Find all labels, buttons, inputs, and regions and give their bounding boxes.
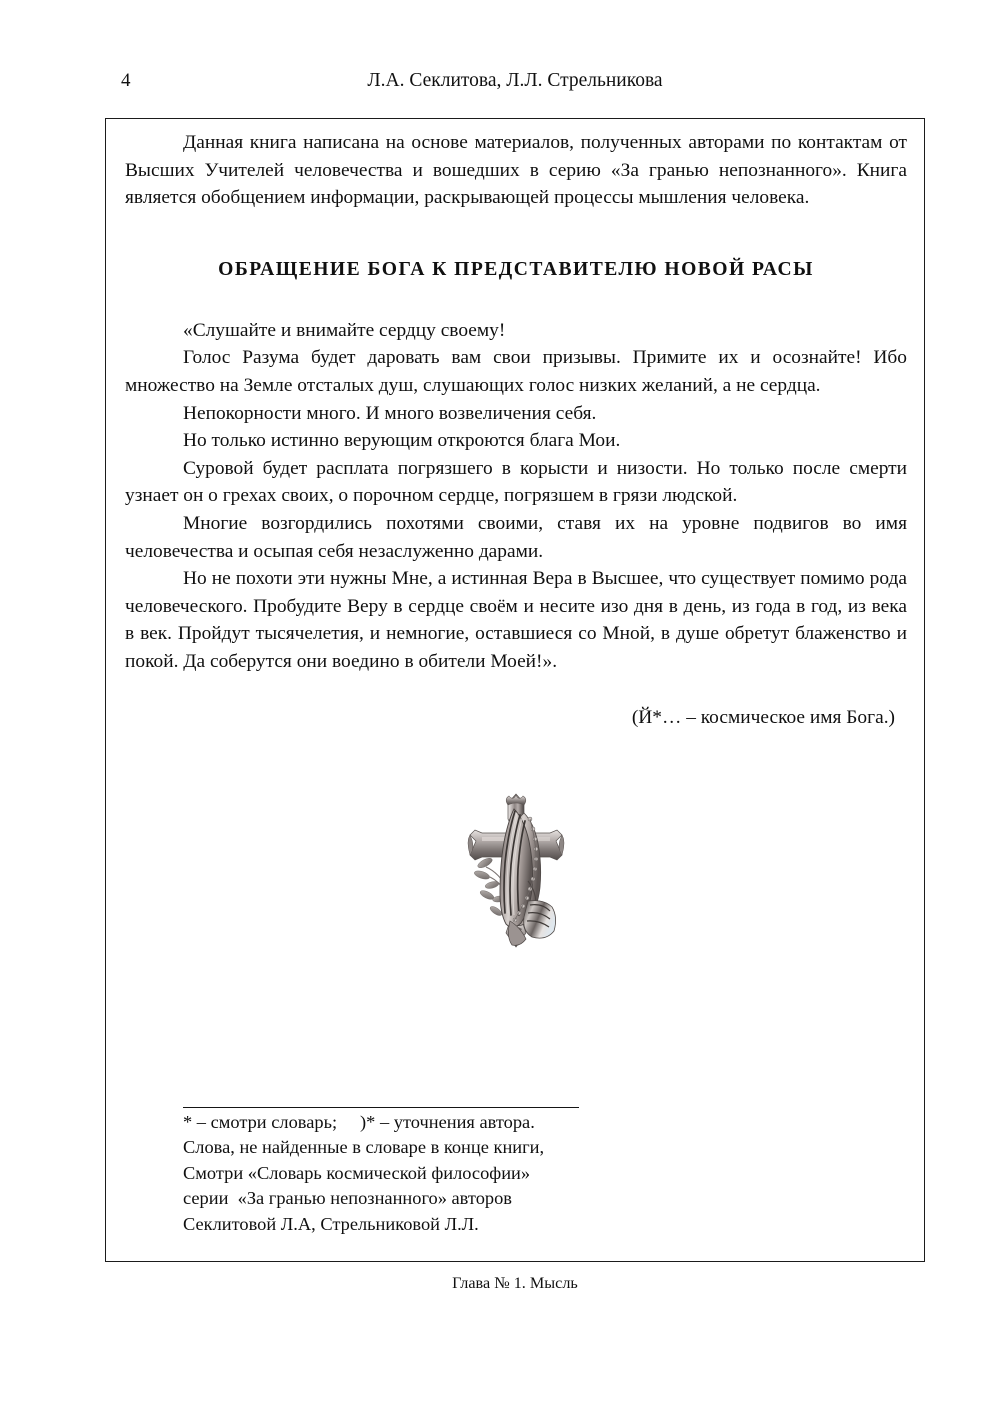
running-head-authors: Л.А. Секлитова, Л.Л. Стрельникова — [367, 70, 663, 91]
running-head — [105, 68, 925, 98]
body-paragraph-7: Но не похоти эти нужны Мне, а истинная Вера в Высшее, что существует помимо рода человеческого. Пробудите Веру в сердце своём и несите изо дня в день, из года в год, из века в век. Пройдут тысячелетия, и немногие, оставшиеся со Мной, в душе обретут блаженство и покой. Да соберутся они воедино в обители Моей!». — [125, 568, 907, 672]
footnote-line-3: Смотри «Словарь космической философии» — [183, 1162, 531, 1183]
intro-paragraph: Данная книга написана на основе материалов, полученных авторами по контактам от Высших Учителей человечества и вошедших в серию «За гранью непознанного». Книга является обобщением информации, раскрывающей процессы мышления человека. — [125, 132, 907, 209]
title-spacer-bottom — [125, 281, 907, 317]
footnote-block — [183, 1107, 603, 1237]
praying-hands-cross-icon — [466, 789, 566, 951]
body-paragraph-2: Голос Разума будет даровать вам свои призывы. Примите их и осознайте! Ибо множество на Земле отсталых душ, слушающих голос низких желаний, а не сердца. — [125, 347, 907, 396]
page-text-frame — [105, 118, 925, 1262]
footnote-line-5: Секлитовой Л.А, Стрельниковой Л.Л. — [183, 1213, 479, 1234]
body-paragraph-1: «Слушайте и внимайте сердцу своему! — [183, 319, 506, 341]
god-name-attribution: (Й*… – космическое имя Бога.) — [631, 706, 895, 728]
body-paragraph-5: Суровой будет расплата погрязшего в корысти и низости. Но только после смерти узнает он о грехах своих, о порочном сердце, погрязшем в грязи людской. — [125, 457, 907, 507]
body-paragraph-6: Многие возгордились похотями своими, ставя их на уровне подвигов во имя человечества и осыпая себя незаслуженно дарами. — [125, 512, 907, 562]
illustration-container — [125, 789, 907, 951]
page-text-content — [125, 129, 907, 1249]
footnote-separator-rule — [183, 1107, 579, 1108]
footnote-line-2: Слова, не найденные в словаре в конце книги, — [183, 1137, 545, 1158]
body-paragraph-4: Но только истинно верующим откроются блага Мои. — [183, 430, 621, 452]
page-footer-chapter: Глава № 1. Мысль — [452, 1274, 578, 1292]
page-number: 4 — [121, 70, 131, 91]
footnote-line-1: * – смотри словарь; )* – уточнения автора. — [183, 1111, 535, 1132]
footnote-line-4: серии «За гранью непознанного» авторов — [183, 1188, 512, 1209]
title-spacer-top — [125, 212, 907, 259]
section-title: ОБРАЩЕНИЕ БОГА К ПРЕДСТАВИТЕЛЮ НОВОЙ РАСЫ — [218, 258, 814, 280]
attribution-spacer — [125, 676, 907, 704]
body-paragraph-3: Непокорности много. И много возвеличения себя. — [183, 402, 597, 424]
